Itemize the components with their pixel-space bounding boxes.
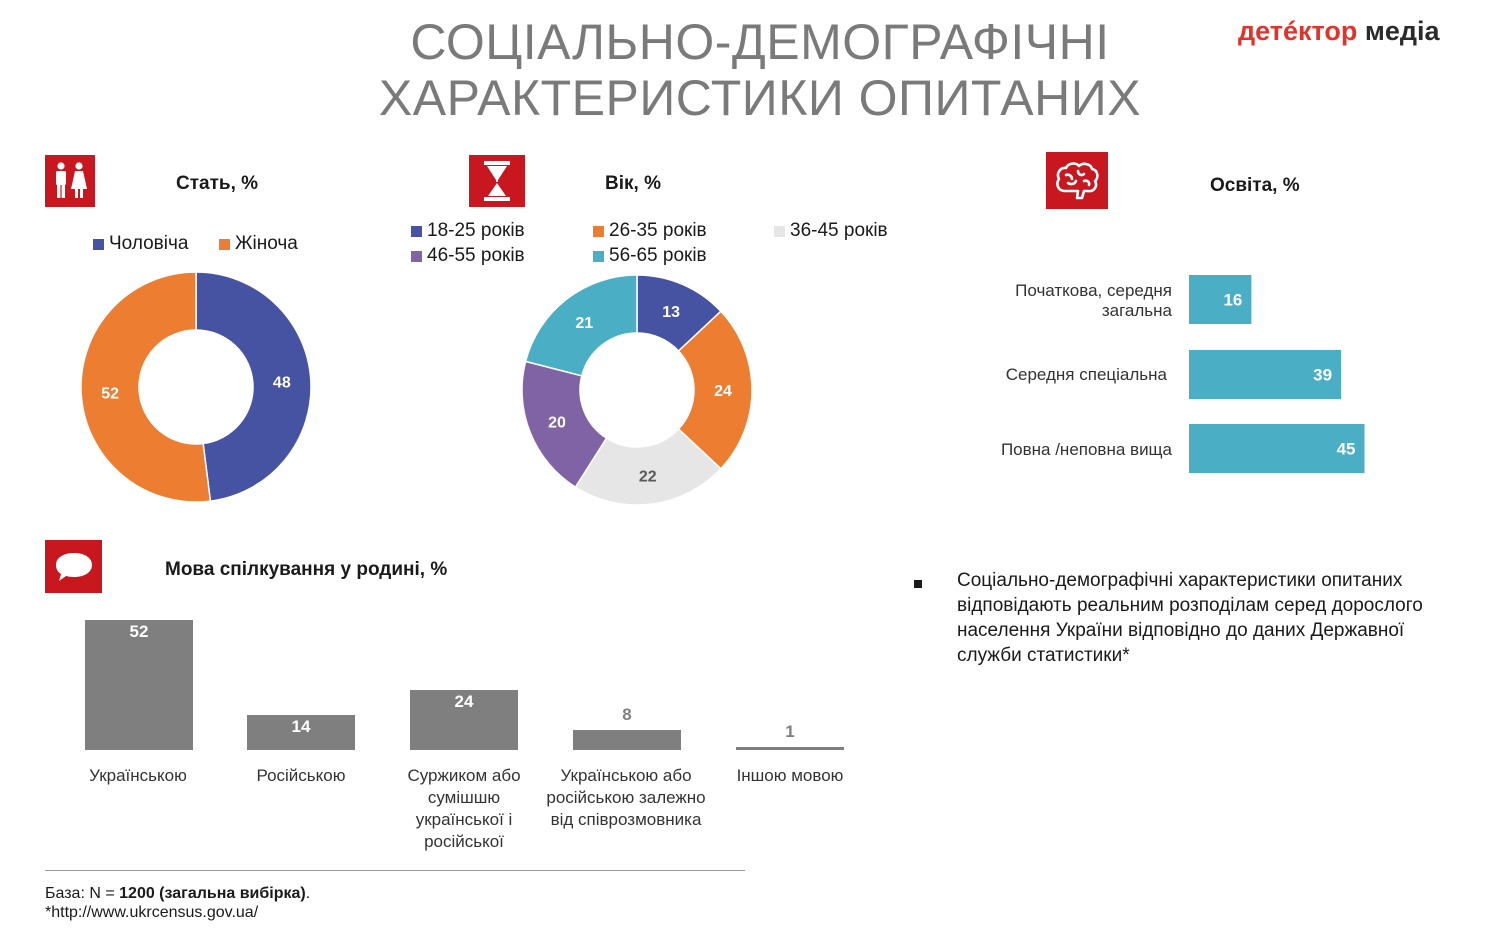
- source-link[interactable]: *http://www.ukrcensus.gov.ua/: [45, 904, 259, 921]
- legend-label: Чоловіча: [109, 233, 189, 254]
- education-category-label: Повна /неповна вища: [1000, 440, 1172, 459]
- education-bar-chart: [1186, 270, 1496, 485]
- age-legend-item-46-55: [411, 245, 525, 267]
- education-bar-value: 39: [1313, 365, 1333, 385]
- language-category-label: Іншою мовою: [736, 766, 844, 785]
- education-bar-value: 16: [1223, 290, 1243, 310]
- gender-donut-chart: [76, 267, 316, 507]
- sample-base-value: 1200 (загальна вибірка): [119, 885, 306, 902]
- language-bar-value: 14: [291, 717, 311, 736]
- age-slice-label: 13: [662, 304, 681, 322]
- language-bar-value: 52: [129, 622, 149, 641]
- language-category-label: Українською: [89, 766, 187, 785]
- gender-legend-item-male: [93, 233, 188, 255]
- gender-slice: [196, 272, 311, 501]
- legend-label: 18-25 років: [427, 220, 525, 241]
- legend-label: 56-65 років: [609, 245, 707, 266]
- age-legend-item-36-45: [774, 220, 888, 242]
- education-category-label: Початкова, середня загальна: [1015, 281, 1172, 320]
- footer-divider: [45, 870, 745, 871]
- age-slice-label: 21: [575, 315, 594, 333]
- speech-bubble-icon: [45, 540, 102, 593]
- education-category-label: Середня спеціальна: [1005, 365, 1167, 384]
- legend-label: 26-35 років: [609, 220, 707, 241]
- logo-word-detector: детéктор: [1238, 16, 1358, 46]
- language-category-label: Суржиком або сумішшю української і російської: [407, 766, 521, 851]
- legend-swatch: [774, 226, 785, 237]
- age-title: Вік, %: [605, 173, 661, 194]
- legend-swatch: [411, 251, 422, 262]
- language-bar: [573, 730, 681, 750]
- page-title: [250, 14, 1270, 126]
- gender-title: Стать, %: [176, 173, 259, 194]
- language-bar-value: 24: [454, 692, 474, 711]
- age-donut-chart: [517, 270, 757, 510]
- language-title: Мова спілкування у родині, %: [165, 559, 448, 580]
- education-bar-value: 45: [1336, 439, 1356, 459]
- sample-base: [45, 884, 310, 903]
- page-title-line2: ХАРАКТЕРИСТИКИ ОПИТАНИХ: [378, 70, 1142, 126]
- language-bar-chart: [60, 600, 880, 760]
- legend-label: Жіноча: [235, 233, 298, 254]
- page-title-line1: СОЦІАЛЬНО-ДЕМОГРАФІЧНІ: [410, 14, 1110, 70]
- legend-swatch: [411, 226, 422, 237]
- age-slice-label: 24: [714, 383, 732, 400]
- language-category-label: Українською або російською залежно від співрозмовника: [546, 766, 706, 829]
- bullet-square: [912, 578, 924, 590]
- brain-icon: [1046, 152, 1108, 209]
- gender-slice-label: 52: [101, 385, 120, 403]
- age-legend-item-26-35: [593, 220, 707, 242]
- brand-logo: [1238, 16, 1440, 47]
- sample-base-suffix: .: [305, 885, 311, 902]
- language-category-label: Російською: [256, 766, 346, 785]
- language-bar-value: 8: [622, 705, 632, 724]
- age-legend-item-56-65: [593, 245, 707, 267]
- age-legend-item-18-25: [411, 220, 525, 242]
- legend-label: 46-55 років: [427, 245, 525, 266]
- gender-legend-item-female: [219, 233, 298, 255]
- legend-swatch: [593, 226, 604, 237]
- age-slice-label: 22: [638, 468, 657, 486]
- age-slice-label: 20: [548, 414, 566, 432]
- survey-note: Соціально-демографічні характеристики опитаних відповідають реальним розподілам серед дорослого населення України відповідно до даних Державної служби статистики*: [957, 570, 1423, 666]
- legend-swatch: [219, 239, 230, 250]
- hourglass-icon: [469, 155, 525, 207]
- logo-word-media: медіа: [1364, 16, 1440, 46]
- education-title: Освіта, %: [1210, 175, 1300, 196]
- sample-base-prefix: База: N =: [45, 885, 120, 902]
- legend-label: 36-45 років: [790, 220, 888, 241]
- legend-swatch: [93, 239, 104, 250]
- male-female-icon: [45, 155, 95, 207]
- gender-slice-label: 48: [272, 374, 291, 392]
- language-bar: [736, 747, 844, 750]
- legend-swatch: [593, 251, 604, 262]
- language-bar-value: 1: [785, 722, 795, 741]
